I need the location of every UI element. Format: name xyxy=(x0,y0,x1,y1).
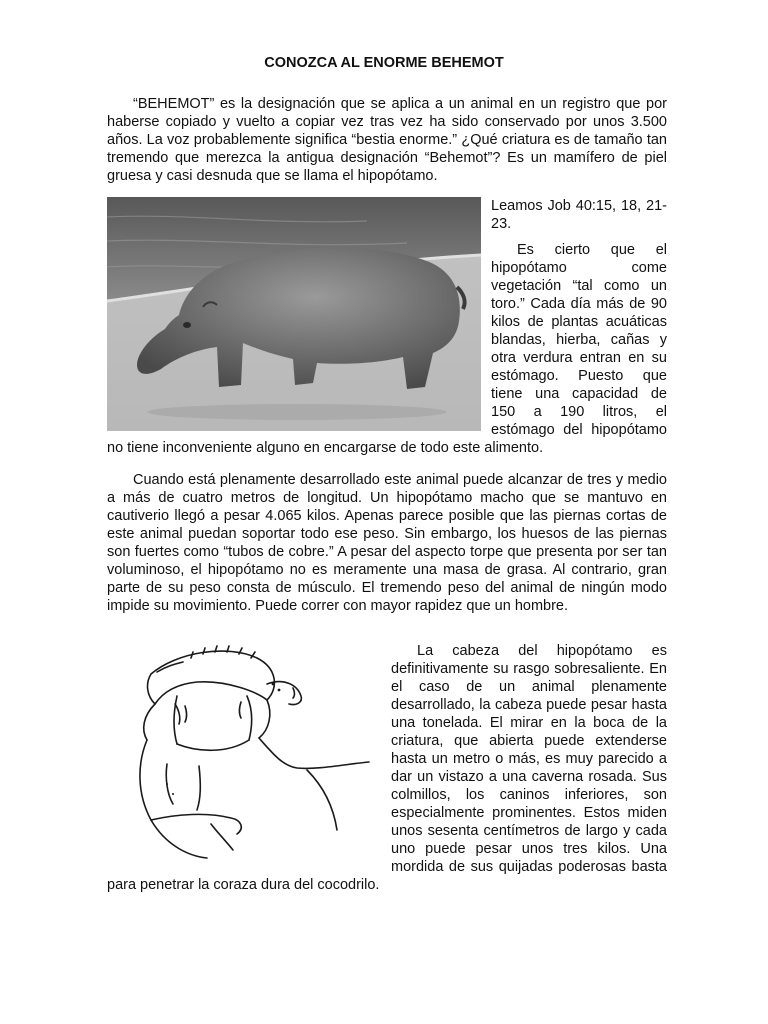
photo-section xyxy=(107,197,667,457)
drawing-section xyxy=(107,642,667,894)
hippo-photo xyxy=(107,197,481,431)
document-title: CONOZCA AL ENORME BEHEMOT xyxy=(264,55,504,71)
hippo-drawing xyxy=(107,644,385,860)
job-reference: Leamos Job 40:15, 18, 21-23. xyxy=(491,198,667,232)
head-paragraph: La cabeza del hipopótamo es definitivamente su rasgo sobresaliente. En el caso de un animal plenamente desarrollado, la cabeza puede pesar hasta una tonelada. El mirar en la boca de la criatura, que abierta puede extenderse hasta un metro o más, es muy parecido a dar un vistazo a una caverna rosada. Sus colmillos, los caninos inferiores, son especialmente prominentes. Estos miden unos sesenta centímetros de largo y cada uno puede pesar unos tres kilos. Una mordida de sus quijadas poderosas basta para penetrar la coraza dura del cocodrilo. xyxy=(107,643,667,893)
intro-paragraph: “BEHEMOT” es la designación que se aplica a un animal en un registro que por haberse copiado y vuelto a copiar vez tras vez ha sido conservado por unos 3.500 años. La voz probablemente significa “bestia enorme.” ¿Qué criatura es de tamaño tan tremendo que merezca la antigua designación “Behemot”? Es un mamífero de piel gruesa y casi desnuda que se llama el hipopótamo. xyxy=(107,96,667,184)
size-paragraph: Cuando está plenamente desarrollado este animal puede alcanzar de tres y medio a más de cuatro metros de longitud. Un hipopótamo macho que se mantuvo en cautiverio llegó a pesar 4.065 kilos. Apenas parece posible que las piernas cortas de este animal puedan soportar todo ese peso. Sin embargo, los huesos de las piernas son fuertes como “tubos de cobre.” A pesar del aspecto torpe que presenta por ser tan voluminoso, el hipopótamo no es meramente una masa de grasa. Al contrario, gran parte de su peso consta de músculo. El tremendo peso del animal de ningún modo impide su movimiento. Puede correr con mayor rapidez que un hombre. xyxy=(107,472,667,614)
diet-paragraph: Es cierto que el hipopótamo come vegetación “tal como un toro.” Cada día más de 90 kilos de plantas acuáticas blandas, hierba, cañas y otra verdura entran en su estómago. Puesto que tiene una capacidad de 150 a 190 litros, el estómago del hipopótamo no tiene inconveniente alguno en encargarse de todo este alimento. xyxy=(107,242,667,456)
